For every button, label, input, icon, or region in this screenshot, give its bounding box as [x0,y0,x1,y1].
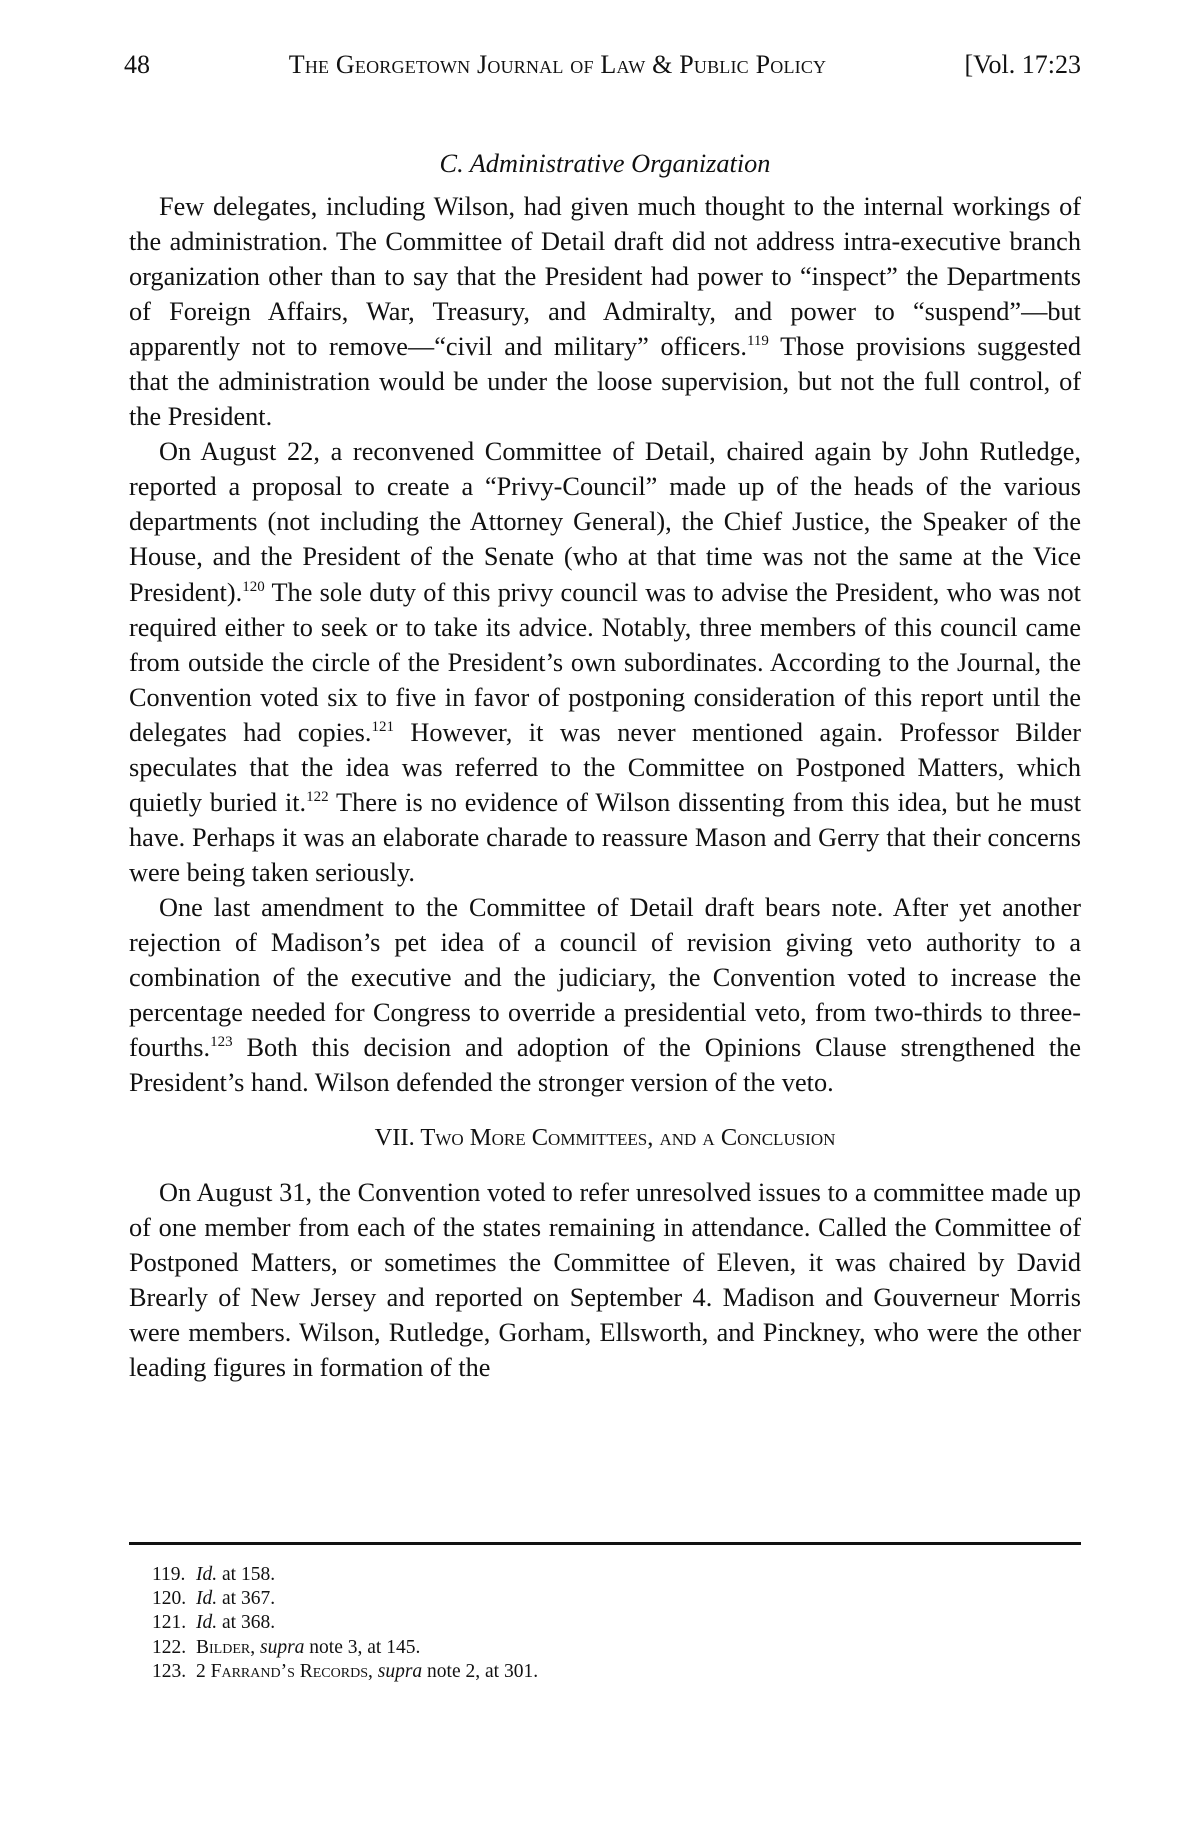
body-text [129,146,1081,1386]
footnote-author: 2 Farrand’s Records [196,1660,368,1682]
footnote-number: 123. [152,1660,187,1682]
volume-citation: [Vol. 17:23 [964,50,1081,79]
footnote-text: note 3, at 145. [304,1636,421,1658]
footnote-ref-119[interactable]: 119 [746,333,769,350]
footnote-text: at 368. [217,1612,276,1634]
footnote-number: 119. [152,1564,186,1585]
footnote-text: at 367. [217,1588,276,1610]
footnote-119 [129,1563,1081,1587]
part-heading: VII. Two More Committees, and a Conclusion [374,1124,836,1152]
footnote-divider [129,1542,1081,1545]
footnote-separator: , [250,1636,260,1658]
running-header [124,52,1081,78]
page-number: 48 [124,50,150,79]
footnote-author: Bilder [196,1636,251,1658]
footnote-ref-123[interactable]: 123 [210,1034,233,1051]
paragraph-text: The sole duty of this privy council was to advise the President, who was not required either to seek or to take its advice. Notably, three members of this council came from outside the circle of the President’s own subordinates. According to the Journal, the Convention voted six to five in favor of postponing consideration of this report until the delegates had copies. [129,577,1081,747]
footnote-ref-121[interactable]: 121 [371,718,394,735]
paragraph-text: Those provisions suggested that the administration would be under the loose supervision, but not the full control, of the President. [129,332,1081,432]
footnote-id-cite: Id. [196,1588,218,1610]
footnote-id-cite: Id. [196,1612,218,1634]
paragraph-text: On August 22, a reconvened Committee of Detail, chaired again by John Rutledge, reported a proposal to create a “Privy-Council” made up of the heads of the various departments (not including the Attorney General), the Chief Justice, the Speaker of the House, and the President of the Senate (who at that time was not the same at the Vice President). [129,437,1081,607]
footnote-ref-122[interactable]: 122 [306,788,329,805]
paragraph-text: There is no evidence of Wilson dissenting from this idea, but he must have. Perhaps it was an elaborate charade to reassure Mason and Gerry that their concerns were being taken seriously. [129,787,1081,887]
paragraph-text: One last amendment to the Committee of Detail draft bears note. After yet another rejection of Madison’s pet idea of a council of revision giving veto authority to a combination of the executive and the judiciary, the Convention voted to increase the percentage needed for Congress to override a presidential veto, from two-thirds to three-fourths. [129,892,1081,1063]
section-heading: C. Administrative Organization [439,149,771,178]
paragraph-administrative-organization [129,189,1081,434]
footnote-120 [129,1587,1081,1611]
paragraph-text: However, it was never mentioned again. Professor Bilder speculates that the idea was referred to the Committee on Postponed Matters, which quietly buried it. [129,717,1081,817]
footnote-text: note 2, at 301. [422,1660,539,1682]
footnote-123 [129,1660,1081,1684]
paragraph-text: Both this decision and adoption of the Opinions Clause strengthened the President’s hand. Wilson defended the stronger version of the veto. [129,1033,1081,1098]
footnote-supra: supra [259,1636,305,1658]
footnote-supra: supra [377,1660,423,1682]
journal-title: The Georgetown Journal of Law & Public Policy [288,50,827,79]
footnote-number: 122. [152,1636,187,1658]
footnote-id-cite: Id. [196,1564,218,1585]
paragraph-text: Few delegates, including Wilson, had given much thought to the internal workings of the administration. The Committee of Detail draft did not address intra-executive branch organization other than to say that the President had power to “inspect” the Departments of Foreign Affairs, War, Treasury, and Admiralty, and power to “suspend”—but apparently not to remove—“civil and military” officers. [129,192,1081,362]
paragraph-postponed-matters [129,1175,1081,1385]
footnote-list [129,1563,1081,1684]
footnote-121 [129,1611,1081,1635]
footnote-separator: , [367,1660,378,1682]
paragraph-text: On August 31, the Convention voted to refer unresolved issues to a committee made up of one member from each of the states remaining in attendance. Called the Committee of Postponed Matters, or sometimes the Committee of Eleven, it was chaired by David Brearly of New Jersey and reported on September 4. Madison and Gouverneur Morris were members. Wilson, Rutledge, Gorham, Ellsworth, and Pinckney, who were the other leading figures in formation of the [129,1178,1081,1383]
footnote-122 [129,1636,1081,1660]
footnote-ref-120[interactable]: 120 [242,578,265,595]
footnote-text: at 158. [217,1564,276,1585]
paragraph-privy-council [129,434,1081,890]
footnote-number: 120. [152,1588,187,1610]
paragraph-veto-amendment [129,890,1081,1100]
footnote-number: 121. [152,1612,187,1634]
